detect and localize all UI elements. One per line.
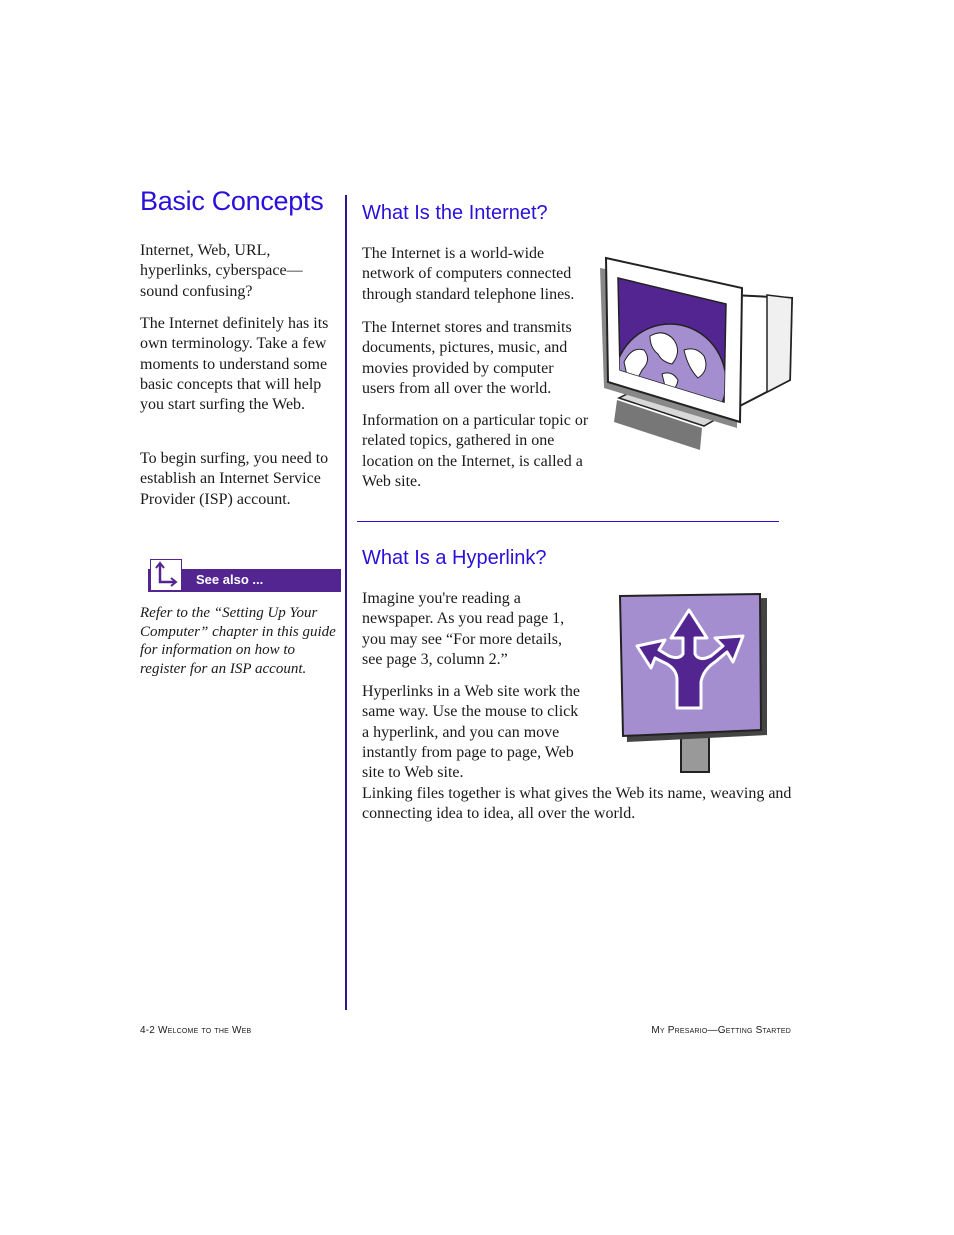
corner-arrow-icon (150, 559, 182, 591)
footer-right-text: My Presario—Getting Started (651, 1025, 791, 1036)
signpost-arrows-icon (615, 590, 775, 775)
see-also-banner (145, 557, 341, 593)
internet-para-1: The Internet is a world-wide network of computers connected through standard telephone lines. (362, 245, 575, 303)
footer-left (140, 1025, 251, 1036)
see-also-text: Refer to the “Setting Up Your Computer” chapter in this guide for information on how to register for an ISP account. (140, 605, 336, 677)
section-divider (357, 521, 779, 522)
page-title: Basic Concepts (140, 186, 324, 216)
monitor-globe-icon (592, 250, 797, 460)
sidebar-para-terminology: The Internet definitely has its own terminology. Take a few moments to understand some basic concepts that will help you start surfing the Web. (140, 315, 329, 414)
internet-para-3: Information on a particular topic or related topics, gathered in one location on the Internet, is called a Web site. (362, 412, 589, 490)
column-divider (345, 195, 347, 1010)
footer-right (651, 1025, 791, 1036)
see-also-label: See also ... (196, 572, 264, 587)
footer-left-text: 4-2 Welcome to the Web (140, 1025, 252, 1036)
hyperlink-para-1: Imagine you're reading a newspaper. As you read page 1, you may see “For more details, see page 3, column 2.” (362, 590, 565, 668)
internet-para-2: The Internet stores and transmits documents, pictures, music, and movies provided by computer users from all over the world. (362, 319, 572, 397)
sidebar-intro: Internet, Web, URL, hyperlinks, cyberspace— sound confusing? (140, 242, 303, 300)
heading-what-is-internet: What Is the Internet? (362, 202, 548, 224)
hyperlink-para-3: Linking files together is what gives the Web its name, weaving and connecting idea to idea, all over the world. (362, 785, 792, 823)
sidebar-para-isp: To begin surfing, you need to establish an Internet Service Provider (ISP) account. (140, 450, 329, 508)
hyperlink-para-2: Hyperlinks in a Web site work the same way. Use the mouse to click a hyperlink, and you can move instantly from page to page, Web site to Web site. (362, 683, 580, 782)
heading-what-is-hyperlink: What Is a Hyperlink? (362, 547, 547, 569)
